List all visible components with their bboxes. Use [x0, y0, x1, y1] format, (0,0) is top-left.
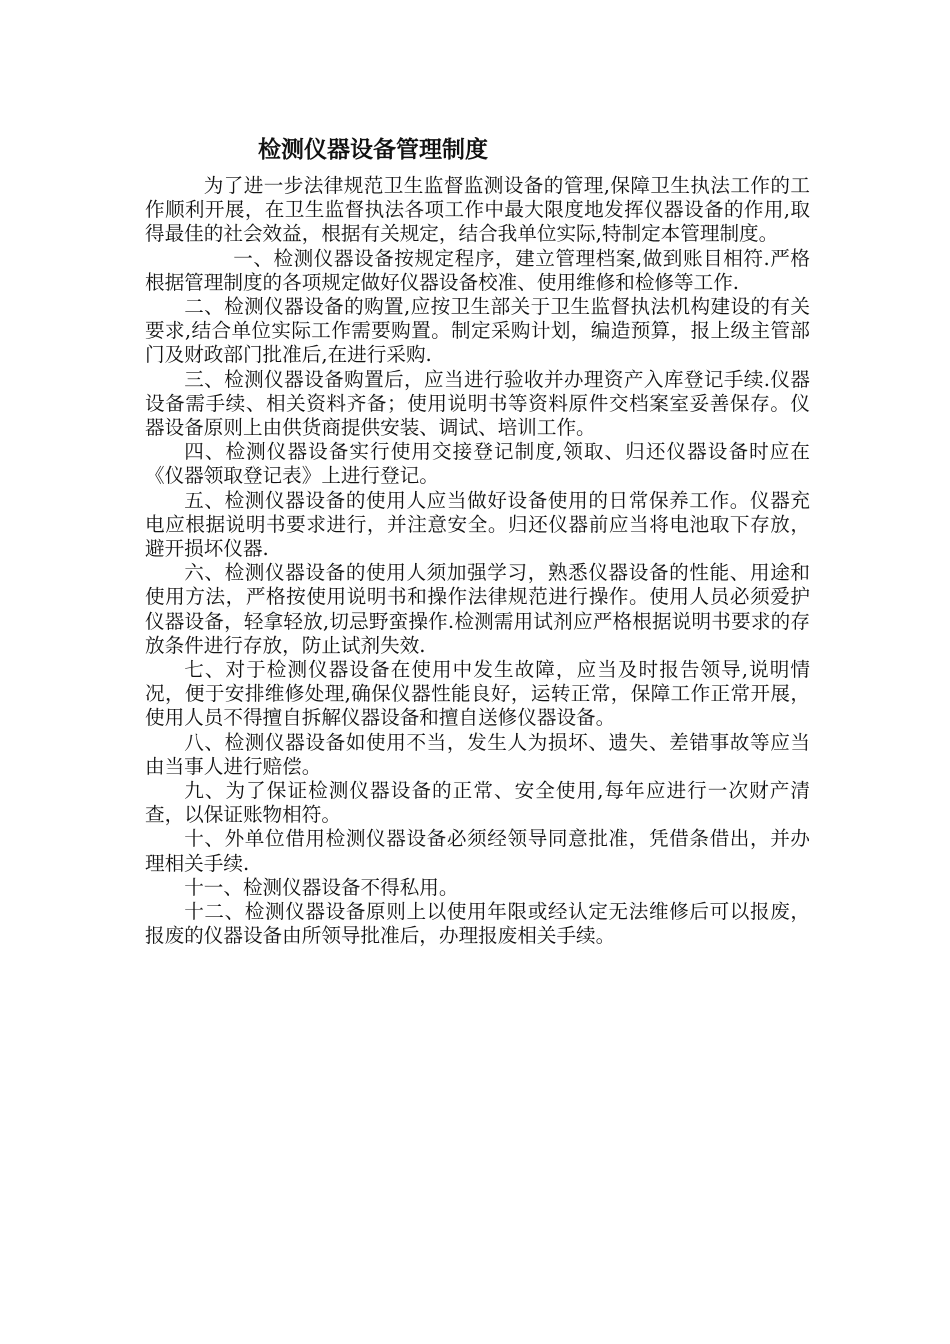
clause-10-paragraph: 十、外单位借用检测仪器设备必须经领导同意批准，凭借条借出，并办理相关手续. — [145, 827, 810, 875]
clause-3-paragraph: 三、检测仪器设备购置后，应当进行验收并办理资产入库登记手续.仪器设备需手续、相关资料齐备；使用说明书等资料原件交档案室妥善保存。仪器设备原则上由供货商提供安装、调试、培训工作。 — [145, 367, 810, 440]
clause-7-paragraph: 七、对于检测仪器设备在使用中发生故障，应当及时报告领导,说明情况，便于安排维修处理,确保仪器性能良好，运转正常，保障工作正常开展，使用人员不得擅自拆解仪器设备和擅自送修仪器设备。 — [145, 658, 810, 730]
intro-paragraph: 为了进一步法律规范卫生监督监测设备的管理,保障卫生执法工作的工作顺利开展，在卫生监督执法各项工作中最大限度地发挥仪器设备的作用,取得最佳的社会效益，根据有关规定，结合我单位实际,特制定本管理制度。 — [145, 174, 810, 246]
document-title: 检测仪器设备管理制度 — [258, 137, 488, 163]
clause-6-paragraph: 六、检测仪器设备的使用人须加强学习，熟悉仪器设备的性能、用途和使用方法，严格按使用说明书和操作法律规范进行操作。使用人员必须爱护仪器设备，轻拿轻放,切忌野蛮操作.检测需用试剂应严格根据说明书要求的存放条件进行存放，防止试剂失效. — [145, 561, 810, 657]
clause-8-paragraph: 八、检测仪器设备如使用不当，发生人为损坏、遗失、差错事故等应当由当事人进行赔偿。 — [145, 730, 810, 778]
clause-12-paragraph: 十二、检测仪器设备原则上以使用年限或经认定无法维修后可以报废，报废的仪器设备由所领导批准后，办理报废相关手续。 — [145, 900, 810, 948]
clause-1-paragraph: 一、检测仪器设备按规定程序，建立管理档案,做到账目相符.严格根据管理制度的各项规定做好仪器设备校准、使用维修和检修等工作. — [145, 246, 810, 294]
document-body — [145, 174, 810, 949]
clause-5-paragraph: 五、检测仪器设备的使用人应当做好设备使用的日常保养工作。仪器充电应根据说明书要求进行，并注意安全。归还仪器前应当将电池取下存放，避开损坏仪器. — [145, 488, 810, 561]
clause-11-paragraph: 十一、检测仪器设备不得私用。 — [184, 875, 459, 899]
clause-4-paragraph: 四、检测仪器设备实行使用交接登记制度,领取、归还仪器设备时应在《仪器领取登记表》上进行登记。 — [145, 440, 810, 488]
clause-2-paragraph: 二、检测仪器设备的购置,应按卫生部关于卫生监督执法机构建设的有关要求,结合单位实际工作需要购置。制定采购计划，编造预算，报上级主管部门及财政部门批准后,在进行采购. — [145, 295, 810, 367]
clause-9-paragraph: 九、为了保证检测仪器设备的正常、安全使用,每年应进行一次财产清查，以保证账物相符。 — [145, 779, 810, 827]
